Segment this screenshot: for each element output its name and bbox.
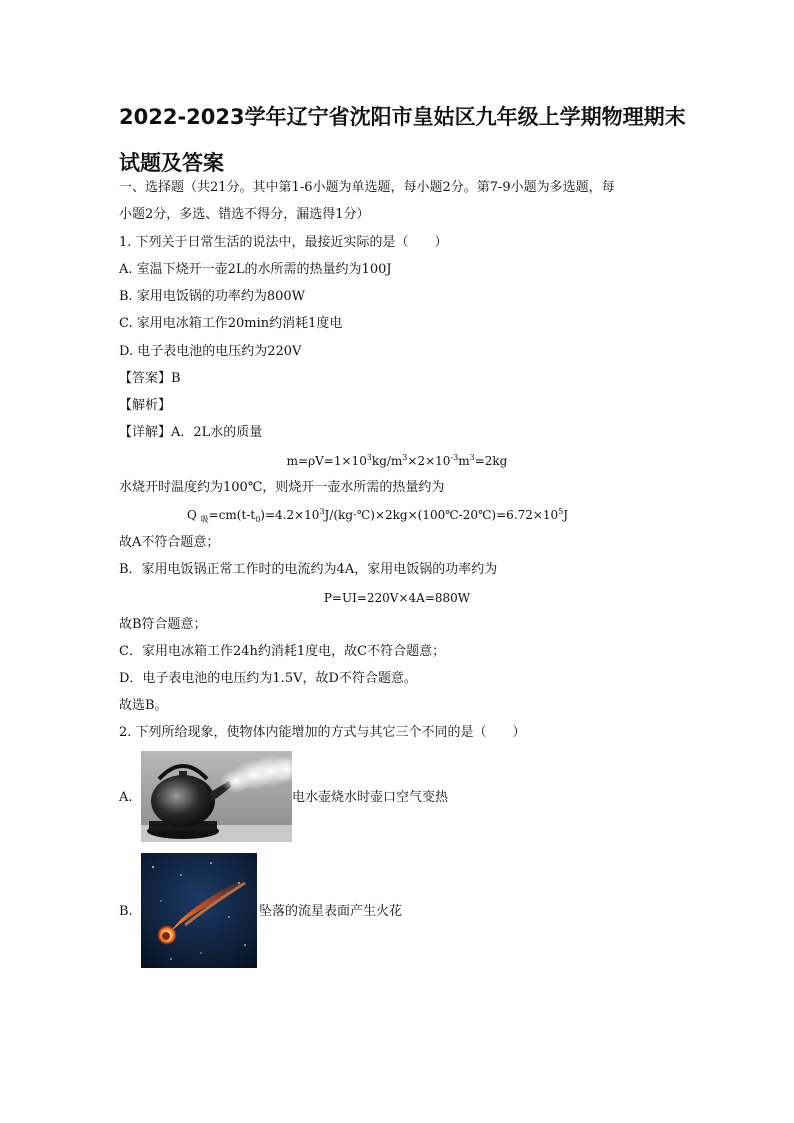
formula-mass (0, 452, 794, 472)
formula-heat-part: J (563, 508, 569, 522)
section-header-line-1: 一、选择题（共21分。其中第1-6小题为单选题，每小题2分。第7-9小题为多选题，每 (119, 180, 615, 195)
formula-heat-part: =cm(t-t (208, 508, 256, 522)
b-conclusion: 故B符合题意； (119, 617, 207, 632)
formula-mass-part: m (458, 454, 470, 468)
formula-heat-exponent: 3 (319, 507, 325, 516)
formula-mass-exponent: 3 (366, 453, 372, 462)
formula-mass-part: m=ρV=1×10 (286, 454, 367, 468)
formula-heat-exponent: 5 (558, 507, 564, 516)
formula-mass-exponent: 3 (469, 453, 475, 462)
boil-text: 水烧开时温度约为100℃，则烧开一壶水所需的热量约为 (119, 480, 445, 495)
question-1-option-b: B. 家用电饭锅的功率约为800W (119, 289, 305, 304)
question-1-option-a: A. 室温下烧开一壶2L的水所需的热量约为100J (119, 262, 392, 277)
meteor-image (141, 853, 257, 968)
section-header-line-2: 小题2分，多选、错选不得分，漏选得1分） (119, 207, 370, 222)
formula-mass-part: kg/m (371, 454, 403, 468)
formula-heat-part: )=4.2×10 (260, 508, 320, 522)
question-1-stem: 1. 下列关于日常生活的说法中，最接近实际的是（ ） (119, 235, 448, 250)
formula-heat (187, 506, 568, 526)
formula-heat-part: J/(kg·℃)×2kg×(100℃-20℃)=6.72×10 (324, 508, 559, 522)
kettle-steam-image (141, 751, 292, 842)
question-2-option-a-label: A. (119, 790, 133, 805)
b-current-text: B．家用电饭锅正常工作时的电流约为4A，家用电饭锅的功率约为 (119, 562, 498, 577)
choice-conclusion: 故选B。 (119, 698, 168, 713)
question-1-analysis: 【解析】 (119, 398, 172, 413)
c-text: C．家用电冰箱工作24h约消耗1度电，故C不符合题意； (119, 644, 446, 659)
formula-heat-part: Q (187, 508, 201, 522)
question-1-answer: 【答案】B (119, 371, 181, 386)
formula-heat-subscript: 吸 (200, 515, 209, 524)
question-1-option-d: D. 电子表电池的电压约为220V (119, 344, 302, 359)
question-1-detail-a: 【详解】A．2L水的质量 (119, 425, 263, 440)
question-1-option-c: C. 家用电冰箱工作20min约消耗1度电 (119, 316, 343, 331)
formula-mass-exponent: -3 (450, 453, 459, 462)
a-conclusion: 故A不符合题意； (119, 535, 220, 550)
formula-mass-part: =2kg (474, 454, 508, 468)
page-title: 2022-2023学年辽宁省沈阳市皇姑区九年级上学期物理期末试题及答案 (119, 105, 686, 175)
d-text: D．电子表电池的电压约为1.5V，故D不符合题意。 (119, 671, 417, 686)
formula-heat-subscript: 0 (255, 515, 261, 524)
question-2-option-b-label: B. (119, 904, 133, 919)
question-2-option-a-text: 电水壶烧水时壶口空气变热 (292, 790, 449, 805)
formula-power: P=UI=220V×4A=880W (323, 591, 471, 605)
formula-mass-part: ×2×10 (407, 454, 451, 468)
question-2-option-b-text: 坠落的流星表面产生火花 (259, 904, 403, 919)
question-2-stem: 2. 下列所给现象，使物体内能增加的方式与其它三个不同的是（ ） (119, 725, 526, 740)
formula-mass-exponent: 3 (402, 453, 408, 462)
